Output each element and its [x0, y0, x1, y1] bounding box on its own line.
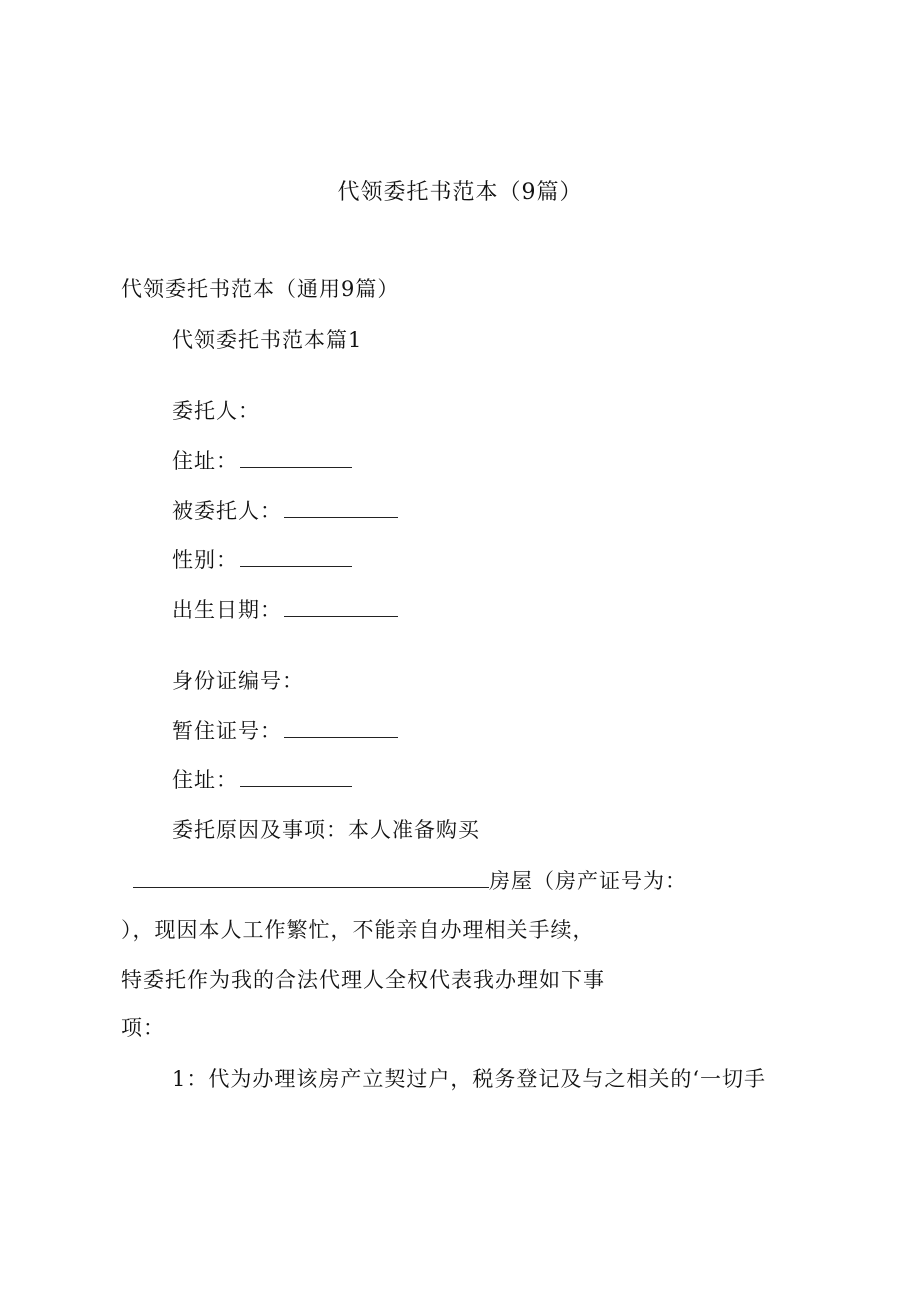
field-label: 出生日期： — [172, 598, 282, 622]
body-line: ），现因本人工作繁忙，不能亲自办理相关手续， — [121, 918, 595, 942]
field-label: 性别： — [172, 548, 238, 572]
house-line-text: 房屋（房产证号为： — [489, 869, 687, 893]
field-address-1 — [172, 446, 352, 476]
field-birth-date — [172, 595, 398, 625]
body-line: 项： — [121, 1016, 165, 1040]
field-label: 被委托人： — [172, 499, 282, 523]
field-label: 住址： — [172, 768, 238, 792]
blank-underline — [240, 449, 352, 468]
field-address-2 — [172, 765, 352, 795]
blank-underline — [284, 719, 398, 738]
blank-underline — [284, 499, 398, 518]
field-id-number — [172, 666, 304, 696]
reason-line: 委托原因及事项：本人准备购买 — [172, 818, 480, 842]
field-label: 身份证编号： — [172, 669, 304, 693]
blank-underline — [284, 598, 398, 617]
body-line: 特委托作为我的合法代理人全权代表我办理如下事 — [121, 968, 605, 992]
field-temp-residence-number — [172, 716, 398, 746]
field-label: 委托人： — [172, 399, 260, 423]
blank-underline — [240, 548, 352, 567]
field-principal — [172, 396, 260, 426]
field-gender — [172, 545, 352, 575]
field-label: 住址： — [172, 449, 238, 473]
field-label: 暂住证号： — [172, 719, 282, 743]
house-line — [133, 866, 687, 896]
blank-underline — [240, 768, 352, 787]
list-item: 1：代为办理该房产立契过户，税务登记及与之相关的‘一切手 — [172, 1067, 767, 1091]
page-title: 代领委托书范本（9篇） — [337, 180, 583, 205]
document-subtitle: 代领委托书范本（通用9篇） — [121, 277, 400, 301]
blank-underline — [133, 869, 489, 888]
section-heading: 代领委托书范本篇1 — [172, 328, 363, 352]
field-agent — [172, 496, 398, 526]
